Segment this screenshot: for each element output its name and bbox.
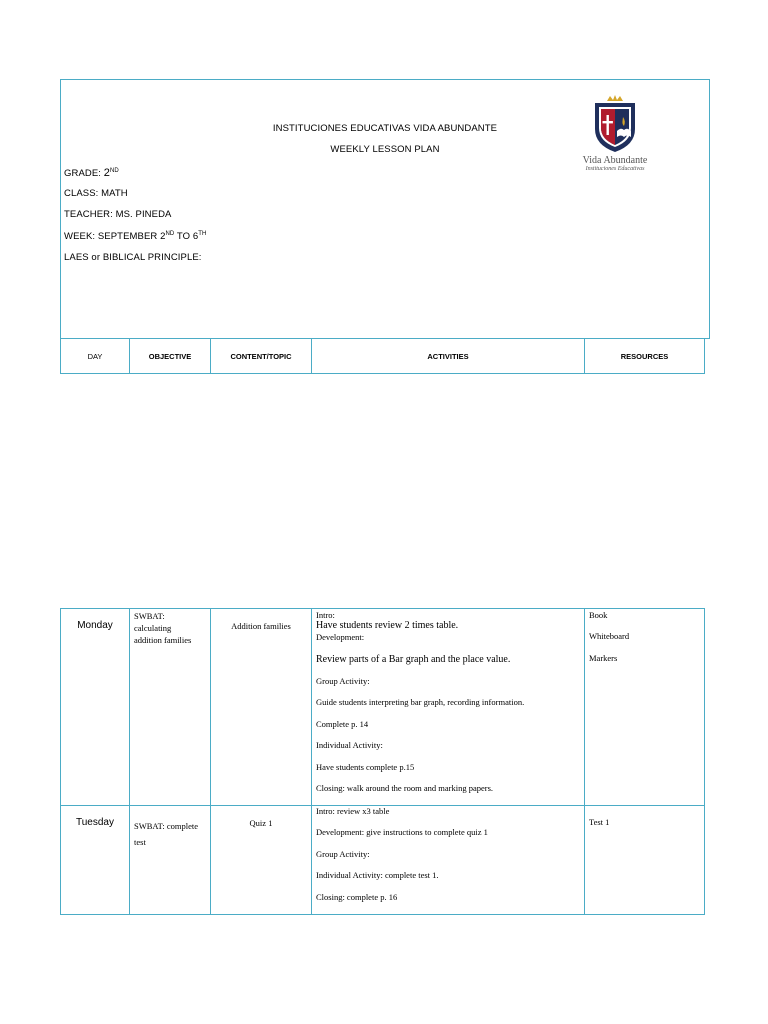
objective-cell — [130, 806, 211, 915]
week-end: TO 6 — [174, 231, 199, 242]
week-start: WEEK: SEPTEMBER 2 — [64, 231, 166, 242]
school-name: INSTITUCIONES EDUCATIVAS VIDA ABUNDANTE — [272, 123, 498, 134]
column-header-activities: ACTIVITIES — [312, 339, 585, 374]
activity-line: Individual Activity: — [316, 740, 383, 750]
column-header-topic: CONTENT/TOPIC — [211, 339, 312, 374]
table-row — [61, 806, 705, 915]
activities-cell — [312, 609, 585, 806]
activity-line: Intro: review x3 table — [316, 806, 390, 816]
column-header-day: DAY — [61, 339, 130, 374]
activity-line: Closing: complete p. 16 — [316, 892, 398, 902]
activity-line: Complete p. 14 — [316, 719, 369, 729]
activity-line: Development: give instructions to complete quiz 1 — [316, 827, 488, 837]
topic-text: Quiz 1 — [249, 818, 273, 828]
lesson-table — [60, 608, 705, 915]
objective-line: test — [134, 837, 146, 847]
objective-line: SWBAT: complete — [134, 821, 199, 831]
resource-item: Book — [589, 610, 608, 620]
column-header-objective: OBJECTIVE — [130, 339, 211, 374]
table-row — [61, 609, 705, 806]
teacher-line: TEACHER: MS. PINEDA — [64, 209, 172, 220]
activity-line: Group Activity: — [316, 849, 370, 859]
activity-line: Development: — [316, 632, 365, 642]
class-line: CLASS: MATH — [64, 188, 128, 199]
week-line — [64, 231, 206, 242]
shield-icon — [576, 93, 654, 155]
resource-item: Markers — [589, 653, 618, 663]
logo-subtitle: Instituciones Educativas — [585, 166, 645, 172]
topic-text: Addition families — [231, 621, 291, 631]
topic-cell — [211, 609, 312, 806]
resources-cell — [585, 806, 705, 915]
logo-name: Vida Abundante — [582, 155, 648, 166]
resources-cell — [585, 609, 705, 806]
activity-line: Intro: — [316, 610, 335, 620]
activity-line: Individual Activity: complete test 1. — [316, 870, 439, 880]
grade-sup: ND — [109, 167, 119, 174]
day-tuesday: Tuesday — [76, 817, 114, 828]
objective-cell — [130, 609, 211, 806]
day-monday: Monday — [77, 620, 113, 631]
objective-line: SWBAT: — [134, 611, 165, 621]
grade-value: 2 — [103, 167, 110, 179]
activity-line: Review parts of a Bar graph and the place value. — [316, 654, 511, 665]
activity-line: Have students review 2 times table. — [316, 620, 459, 631]
topic-cell — [211, 806, 312, 915]
resource-item: Whiteboard — [589, 631, 630, 641]
objective-line: addition families — [134, 635, 192, 645]
activity-line: Guide students interpreting bar graph, recording information. — [316, 697, 525, 707]
day-cell — [61, 806, 130, 915]
activity-line: Closing: walk around the room and marking papers. — [316, 783, 494, 793]
document-title: WEEKLY LESSON PLAN — [330, 144, 440, 155]
activity-line: Group Activity: — [316, 676, 370, 686]
day-cell — [61, 609, 130, 806]
week-end-sup: TH — [198, 230, 207, 237]
column-header-resources: RESOURCES — [585, 339, 705, 374]
resource-item: Test 1 — [589, 817, 610, 827]
week-start-sup: ND — [165, 230, 175, 237]
school-logo — [576, 93, 654, 175]
objective-line: calculating — [134, 623, 172, 633]
grade-label: GRADE: — [64, 168, 104, 179]
activity-line: Have students complete p.15 — [316, 762, 415, 772]
grade-line — [64, 167, 119, 179]
laes-line: LAES or BIBLICAL PRINCIPLE: — [64, 252, 202, 263]
column-header-table — [60, 338, 705, 374]
activities-cell — [312, 806, 585, 915]
